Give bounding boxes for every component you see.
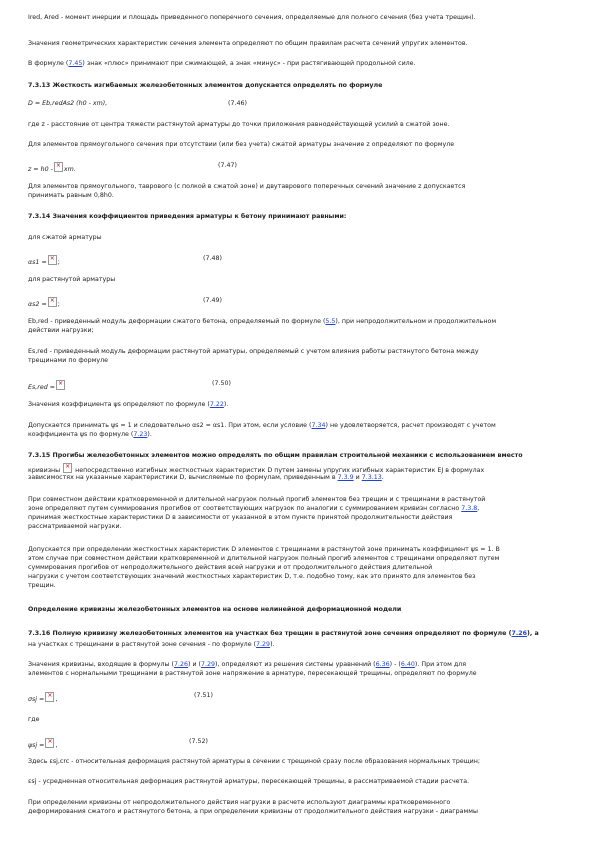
text: Значения кривизны, входящие в формулы ( [28, 661, 174, 668]
section-heading [28, 213, 346, 221]
text: Es,red - приведенный модуль деформации растянутой арматуры, определяемый с учетом влияния работы растянутого бетона между [28, 348, 479, 355]
paragraph-cont [28, 641, 275, 649]
text: Eb,red - приведенный модуль деформации сжатого бетона, определяемый по формуле ( [28, 318, 326, 325]
text: для растянутой арматуры [28, 276, 116, 283]
text: коэффициента ψs по формуле ( [28, 431, 134, 438]
text: Ired, Ared - момент инерции и площадь приведенного поперечного сечения, определяемые для полного сечения (без учета трещин). [28, 14, 476, 21]
formula-line [28, 162, 76, 174]
formula-line [28, 692, 57, 704]
formula-link[interactable]: 7.22 [209, 401, 224, 408]
formula-text: , [55, 742, 58, 749]
subheading [28, 606, 401, 614]
paragraph [28, 422, 496, 430]
paragraph [28, 141, 454, 149]
text: ). [147, 431, 152, 438]
paragraph-cont [28, 327, 94, 335]
text: кривизны [28, 467, 61, 474]
paragraph [28, 661, 466, 669]
formula-link[interactable]: 7.26 [511, 630, 528, 637]
formula-link[interactable]: 7.29 [256, 641, 271, 648]
paragraph-cont: зависимостях на указанные характеристики D, вычисляемые по формулам, приведенным в 7.3.9 и 7.3.13. [28, 474, 384, 481]
formula-line [28, 255, 60, 267]
section-link[interactable]: 7.3.13 [361, 474, 382, 481]
section-link[interactable]: 7.3.9 [337, 474, 354, 481]
paragraph-cont [28, 555, 499, 563]
text: 7.3.16 Полную кривизну железобетонных элементов на участках без трещин в растянутой зоне сечения определяют по формуле ( [28, 630, 512, 637]
paragraph [28, 40, 468, 48]
text: на участках с трещинами в растянутой зоне сечения - по формуле ( [28, 641, 257, 648]
text: В формуле ( [28, 60, 69, 67]
text: и [355, 474, 360, 481]
formula-text: αs2 = [28, 301, 47, 308]
text: ) и ( [187, 661, 201, 668]
paragraph [28, 758, 480, 766]
text: Допускается при определении жесткостных характеристик D элементов с трещинами в растянутой зоне принимать коэффициент ψs = 1. В [28, 546, 500, 553]
text: ). [270, 641, 275, 648]
paragraph [28, 496, 485, 504]
section-heading [28, 82, 382, 90]
paragraph [28, 716, 40, 724]
paragraph [28, 183, 465, 191]
paragraph [28, 234, 102, 242]
paragraph-cont [28, 514, 452, 522]
formula-number: (7.51) [194, 692, 213, 699]
formula-line [28, 380, 66, 392]
paragraph [28, 401, 228, 409]
formula-text: , [55, 696, 58, 703]
section-heading [28, 630, 539, 638]
formula-number: (7.47) [218, 162, 237, 169]
text: непосредственно изгибных жесткостных характеристик D путем замены упругих изгибных характеристик EJ в формулах [75, 467, 485, 474]
paragraph [28, 14, 476, 22]
text: При определении кривизны от непродолжительного действия нагрузки в расчете используют диаграммы кратковременного [28, 799, 451, 806]
broken-image-icon: × [45, 692, 54, 702]
text: Здесь εsj,crc - относительная деформация растянутой арматуры в сечении с трещиной сразу после образования нормальных трещин; [28, 758, 480, 765]
paragraph-cont [28, 192, 114, 200]
formula-line [28, 100, 107, 108]
formula-text: z = h0 - [28, 166, 53, 173]
formula-text: D = Eb,redAs2 (h0 - xm), [28, 100, 108, 107]
text: ) не удовлетворяется, расчет производят с учетом [325, 422, 496, 429]
paragraph-cont [28, 431, 152, 439]
text: Значения геометрических характеристик сечения элемента определяют по общим правилам расчета сечений упругих элементов. [28, 40, 468, 47]
formula-number: (7.48) [203, 255, 222, 262]
paragraph-cont [28, 573, 476, 581]
formula-number: (7.49) [203, 297, 222, 304]
section-link[interactable]: 7.3.8 [461, 505, 478, 512]
paragraph [28, 799, 450, 807]
text: ), а [527, 630, 539, 637]
paragraph-cont [28, 357, 108, 365]
text: зоне определяют путем суммирования прогибов от соответствующих нагрузок по аналогии с суммированием кривизн согласно [28, 505, 460, 512]
broken-image-icon: × [45, 738, 54, 748]
broken-image-icon: × [56, 380, 65, 390]
formula-number: (7.50) [212, 380, 231, 387]
formula-link[interactable]: 7.45 [68, 60, 83, 67]
paragraph-cont [28, 564, 432, 572]
formula-text: αs1 = [28, 259, 47, 266]
text: где z - расстояние от центра тяжести растянутой арматуры до точки приложения равнодействующей усилий в сжатой зоне. [28, 121, 450, 128]
text: ) знак «плюс» принимают при сжимающей, а знак «минус» - при растягивающей продольной силе. [82, 60, 416, 67]
text: рассматриваемой нагрузки. [28, 523, 122, 530]
paragraph-cont: зоне определяют путем суммирования прогибов от соответствующих нагрузок по аналогии с суммированием кривизн согласно 7.3.8, [28, 505, 480, 512]
formula-link[interactable]: 6.36 [375, 661, 390, 668]
text: Допускается принимать ψs = 1 и следовательно αs2 = αs1. При этом, если условие ( [28, 422, 312, 429]
text: ). [223, 401, 229, 408]
formula-link[interactable]: 5.5 [325, 318, 336, 325]
text: ) - ( [389, 661, 401, 668]
formula-link[interactable]: 7.29 [201, 661, 216, 668]
paragraph [28, 348, 479, 356]
text: принимая жесткостные характеристики D в зависимости от указанной в этом пункте принятой продолжительности действия [28, 514, 453, 521]
text: При совместном действии кратковременной и длительной нагрузок полный прогиб элементов без трещин и с трещинами в растянутой [28, 496, 486, 503]
text: принимать равным 0,8h0. [28, 192, 114, 199]
text: 7.3.15 Прогибы железобетонных элементов можно определять по общим правилам строительной механики с использованием вместо [28, 452, 523, 459]
formula-link[interactable]: 7.34 [311, 422, 326, 429]
text: трещин. [28, 582, 56, 589]
text: Значения коэффициента ψs определяют по формуле ( [28, 401, 210, 408]
text: εsj - усредненная относительная деформация растянутой арматуры, пересекающей трещины, в рассматриваемой стадии расчета. [28, 778, 470, 785]
formula-text: ; [57, 259, 60, 266]
paragraph-cont [28, 582, 56, 590]
formula-text: Es,red = [28, 384, 55, 391]
section-heading [28, 452, 523, 460]
paragraph-cont [28, 808, 478, 816]
text: ). При этом для [414, 661, 467, 668]
text: зависимостях на указанные характеристики D, вычисляемые по формулам, приведенным в [28, 474, 336, 481]
formula-link[interactable]: 7.23 [133, 431, 148, 438]
text: действии нагрузки; [28, 327, 94, 334]
paragraph [28, 318, 496, 326]
text: Для элементов прямоугольного сечения при отсутствии (или без учета) сжатой арматуры значение z определяют по формуле [28, 141, 455, 148]
text: где [28, 716, 40, 723]
formula-line [28, 297, 60, 309]
paragraph [28, 121, 450, 129]
text: этом случае при совместном действии кратковременной и длительной нагрузок полный прогиб элементов с трещинами определяют путем [28, 555, 500, 562]
formula-text: ; [57, 301, 60, 308]
text: 7.3.14 Значения коэффициентов приведения арматуры к бетону принимают равными: [28, 213, 347, 220]
formula-text: σsj = [28, 696, 45, 703]
paragraph [28, 546, 500, 554]
formula-text: хm. [63, 166, 76, 173]
text: Для элементов прямоугольного, таврового (с полкой в сжатой зоне) и двутаврового поперечных сечений значение z допускается [28, 183, 466, 190]
text: 7.3.13 Жесткость изгибаемых железобетонных элементов допускается определять по формуле [28, 82, 383, 89]
formula-link[interactable]: 7.26 [173, 661, 188, 668]
text: Определение кривизны железобетонных элементов на основе нелинейной деформационной модели [28, 606, 402, 613]
broken-image-icon: × [48, 255, 57, 265]
text: деформирования сжатого и растянутого бетона, а при определении кривизны от продолжительного действия нагрузки - диаграммы [28, 808, 478, 815]
broken-image-icon: × [54, 162, 63, 172]
paragraph-cont [28, 670, 477, 678]
broken-image-icon: × [48, 297, 57, 307]
broken-image-icon: × [63, 463, 72, 473]
text: нагрузки с учетом соответствующих значений жесткостных характеристик D, т.е. подобно тому, как это принято для элементов без [28, 573, 476, 580]
text: трещинами по формуле [28, 357, 108, 364]
paragraph-cont [28, 523, 122, 531]
paragraph [28, 60, 416, 68]
text: для сжатой арматуры [28, 234, 102, 241]
text: суммирования прогибов от непродолжительного действия всей нагрузки и от продолжительного действия длительной [28, 564, 433, 571]
formula-number: (7.52) [189, 738, 208, 745]
formula-text: ψsj = [28, 742, 45, 749]
text: ), при непродолжительном и продолжительном [335, 318, 497, 325]
paragraph [28, 778, 469, 786]
text: элементов с нормальными трещинами в растянутой зоне напряжение в арматуре, пересекающей трещины, определяют по формуле [28, 670, 477, 677]
text: ), определяют из решения системы уравнений ( [215, 661, 376, 668]
formula-number: (7.46) [228, 100, 247, 107]
formula-line [28, 738, 57, 750]
paragraph [28, 276, 115, 284]
formula-link[interactable]: 6.40 [400, 661, 415, 668]
